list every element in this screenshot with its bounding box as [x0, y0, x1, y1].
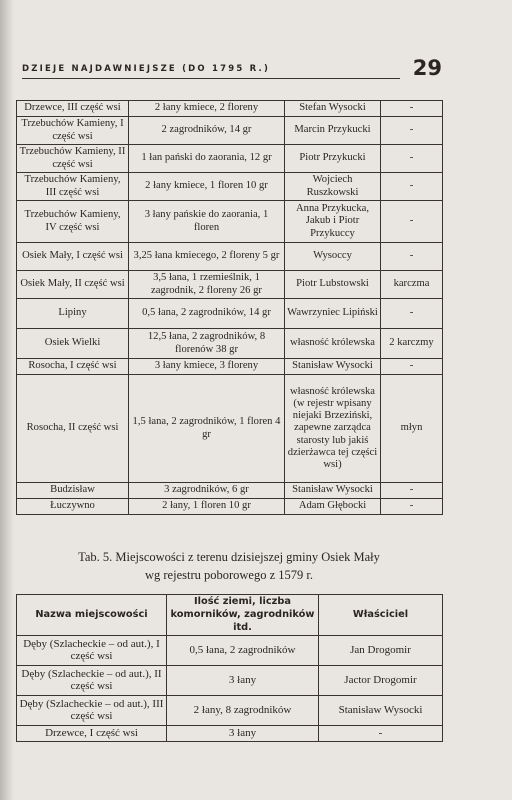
- table-5-body: [17, 635, 443, 741]
- header-place: Nazwa miejscowości: [17, 595, 167, 636]
- cell-notes: -: [381, 173, 443, 201]
- cell-owner: Wojciech Ruszkowski: [285, 173, 381, 201]
- cell-place: Łuczywno: [17, 499, 129, 515]
- cell-land: 3,5 łana, 1 rzemieślnik, 1 zagrodnik, 2 floreny 26 gr: [129, 271, 285, 299]
- cell-notes: -: [381, 117, 443, 145]
- table-row: [17, 299, 443, 329]
- cell-owner: Wawrzyniec Lipiński: [285, 299, 381, 329]
- cell-owner: własność królewska (w rejestr wpisany niejaki Brzeziński, zapewne zarządca starosty lub jakiś dzierżawca tej części wsi): [285, 375, 381, 483]
- cell-land: 3 łany pańskie do zaorania, 1 floren: [129, 201, 285, 243]
- table-row: [17, 483, 443, 499]
- table-row: [17, 201, 443, 243]
- table-row: [17, 665, 443, 695]
- cell-owner: Jan Drogomir: [319, 635, 443, 665]
- cell-notes: -: [381, 499, 443, 515]
- cell-owner: Anna Przykucka, Jakub i Piotr Przykuccy: [285, 201, 381, 243]
- cell-land: 3 zagrodników, 6 gr: [129, 483, 285, 499]
- cell-owner: Stanisław Wysocki: [285, 483, 381, 499]
- cell-owner: Marcin Przykucki: [285, 117, 381, 145]
- cell-land: 3,25 łana kmiecego, 2 floreny 5 gr: [129, 243, 285, 271]
- cell-owner: własność królewska: [285, 329, 381, 359]
- cell-owner: Stanisław Wysocki: [285, 359, 381, 375]
- cell-place: Rosocha, II część wsi: [17, 375, 129, 483]
- cell-notes: -: [381, 359, 443, 375]
- cell-owner: Adam Głębocki: [285, 499, 381, 515]
- table-4: [16, 100, 443, 515]
- cell-notes: -: [381, 145, 443, 173]
- cell-place: Budzisław: [17, 483, 129, 499]
- header-owner: Właściciel: [319, 595, 443, 636]
- table-row: [17, 359, 443, 375]
- cell-place: Lipiny: [17, 299, 129, 329]
- cell-place: Osiek Wielki: [17, 329, 129, 359]
- cell-notes: -: [381, 483, 443, 499]
- cell-notes: karczma: [381, 271, 443, 299]
- table-row: [17, 101, 443, 117]
- cell-place: Osiek Mały, II część wsi: [17, 271, 129, 299]
- cell-land: 3 łany kmiece, 3 floreny: [129, 359, 285, 375]
- table-5-caption: [16, 548, 442, 584]
- cell-place: Trzebuchów Kamieny, IV część wsi: [17, 201, 129, 243]
- cell-owner: Wysoccy: [285, 243, 381, 271]
- cell-notes: -: [381, 101, 443, 117]
- cell-place: Dęby (Szlacheckie – od aut.), I część wsi: [17, 635, 167, 665]
- header-land: Ilość ziemi, liczba komorników, zagrodników itd.: [167, 595, 319, 636]
- page-edge-shadow: [0, 0, 14, 800]
- cell-land: 1 łan pański do zaorania, 12 gr: [129, 145, 285, 173]
- caption-line-1: Tab. 5. Miejscowości z terenu dzisiejszej gminy Osiek Mały: [78, 550, 380, 564]
- table-row: [17, 635, 443, 665]
- cell-land: 0,5 łana, 2 zagrodników: [167, 635, 319, 665]
- table-5-header-row: [17, 595, 443, 636]
- table-row: [17, 243, 443, 271]
- cell-place: Trzebuchów Kamieny, II część wsi: [17, 145, 129, 173]
- cell-land: 2 łany kmiece, 1 floren 10 gr: [129, 173, 285, 201]
- cell-land: 12,5 łana, 2 zagrodników, 8 florenów 38 gr: [129, 329, 285, 359]
- cell-place: Drzewce, III część wsi: [17, 101, 129, 117]
- table-row: [17, 271, 443, 299]
- table-row: [17, 725, 443, 741]
- page-number: 29: [412, 56, 442, 80]
- caption-line-2: wg rejestru poborowego z 1579 r.: [144, 568, 314, 582]
- cell-owner: Piotr Lubstowski: [285, 271, 381, 299]
- cell-owner: Jactor Drogomir: [319, 665, 443, 695]
- cell-notes: -: [381, 299, 443, 329]
- cell-notes: 2 karczmy: [381, 329, 443, 359]
- cell-land: 3 łany: [167, 725, 319, 741]
- cell-owner: Stanisław Wysocki: [319, 695, 443, 725]
- cell-land: 2 łany kmiece, 2 floreny: [129, 101, 285, 117]
- cell-land: 2 zagrodników, 14 gr: [129, 117, 285, 145]
- table-row: [17, 173, 443, 201]
- cell-place: Trzebuchów Kamieny, I część wsi: [17, 117, 129, 145]
- cell-land: 2 łany, 8 zagrodników: [167, 695, 319, 725]
- table-row: [17, 145, 443, 173]
- cell-land: 1,5 łana, 2 zagrodników, 1 floren 4 gr: [129, 375, 285, 483]
- cell-place: Trzebuchów Kamieny, III część wsi: [17, 173, 129, 201]
- table-row: [17, 117, 443, 145]
- table-5: [16, 594, 443, 742]
- cell-notes: młyn: [381, 375, 443, 483]
- table-row: [17, 375, 443, 483]
- cell-land: 3 łany: [167, 665, 319, 695]
- table-4-body: [17, 101, 443, 515]
- cell-place: Osiek Mały, I część wsi: [17, 243, 129, 271]
- cell-owner: Stefan Wysocki: [285, 101, 381, 117]
- cell-land: 2 łany, 1 floren 10 gr: [129, 499, 285, 515]
- cell-place: Dęby (Szlacheckie – od aut.), II część wsi: [17, 665, 167, 695]
- cell-place: Rosocha, I część wsi: [17, 359, 129, 375]
- running-head: DZIEJE NAJDAWNIEJSZE (DO 1795 R.): [22, 64, 271, 74]
- header-rule: [22, 78, 400, 79]
- table-row: [17, 329, 443, 359]
- cell-place: Dęby (Szlacheckie – od aut.), III część wsi: [17, 695, 167, 725]
- table-row: [17, 499, 443, 515]
- cell-owner: -: [319, 725, 443, 741]
- cell-land: 0,5 łana, 2 zagrodników, 14 gr: [129, 299, 285, 329]
- cell-owner: Piotr Przykucki: [285, 145, 381, 173]
- cell-notes: -: [381, 243, 443, 271]
- page-header: [22, 56, 442, 84]
- cell-notes: -: [381, 201, 443, 243]
- table-row: [17, 695, 443, 725]
- cell-place: Drzewce, I część wsi: [17, 725, 167, 741]
